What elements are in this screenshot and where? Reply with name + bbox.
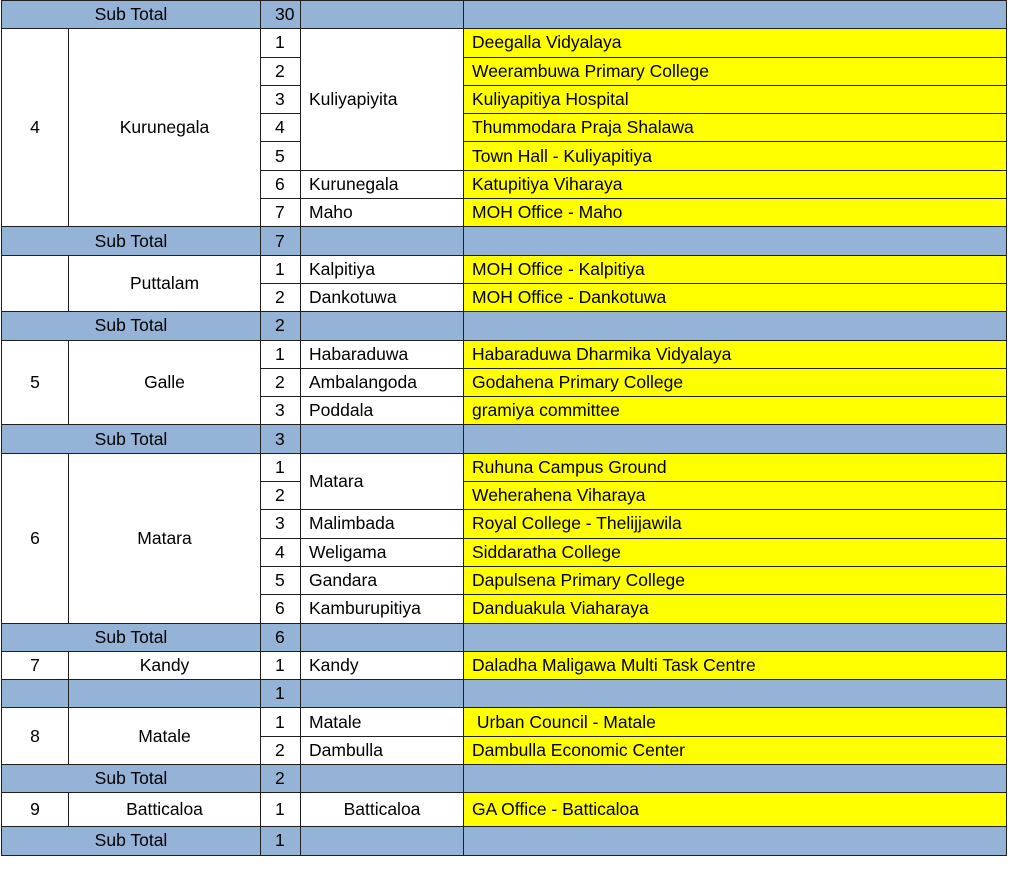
- division-name: Dankotuwa: [301, 283, 464, 311]
- venue-name: Weherahena Viharaya: [464, 482, 1007, 510]
- division-name: Kuliyapiyita: [301, 29, 464, 170]
- division-name: Ambalangoda: [301, 368, 464, 396]
- subtotal-label: [2, 680, 69, 708]
- venue-name: MOH Office - Maho: [464, 199, 1007, 227]
- subtotal-count: 1: [261, 827, 301, 855]
- division-name: Dambulla: [301, 736, 464, 764]
- district-number: 5: [2, 340, 69, 425]
- subtotal-row: [2, 425, 1007, 453]
- venue-name: Daladha Maligawa Multi Task Centre: [464, 651, 1007, 679]
- subtotal-count: 2: [261, 765, 301, 793]
- venue-name: Thummodara Praja Shalawa: [464, 114, 1007, 142]
- district-name: Puttalam: [69, 255, 261, 312]
- row-index: 3: [261, 510, 301, 538]
- subtotal-count: 30: [261, 1, 301, 29]
- district-name: Matara: [69, 453, 261, 623]
- subtotal-label: Sub Total: [2, 1, 261, 29]
- division-name: Kandy: [301, 651, 464, 679]
- district-name: Kandy: [69, 651, 261, 679]
- table-row: [2, 29, 1007, 57]
- table-row: [2, 651, 1007, 679]
- district-name: Matale: [69, 708, 261, 765]
- row-index: 4: [261, 114, 301, 142]
- subtotal-row: [2, 680, 1007, 708]
- division-name: Gandara: [301, 566, 464, 594]
- row-index: 1: [261, 340, 301, 368]
- row-index: 7: [261, 199, 301, 227]
- row-index: 1: [261, 708, 301, 736]
- venue-name: gramiya committee: [464, 397, 1007, 425]
- venue-name: Habaraduwa Dharmika Vidyalaya: [464, 340, 1007, 368]
- venue-name: GA Office - Batticaloa: [464, 793, 1007, 827]
- division-name: Maho: [301, 199, 464, 227]
- subtotal-label: Sub Total: [2, 827, 261, 855]
- venue-name: MOH Office - Kalpitiya: [464, 255, 1007, 283]
- district-number: 6: [2, 453, 69, 623]
- district-number: [2, 255, 69, 312]
- division-name: Matale: [301, 708, 464, 736]
- venue-name: Urban Council - Matale: [464, 708, 1007, 736]
- division-name: Habaraduwa: [301, 340, 464, 368]
- row-index: 2: [261, 482, 301, 510]
- row-index: 6: [261, 595, 301, 623]
- venue-name: Katupitiya Viharaya: [464, 170, 1007, 198]
- venue-name: Deegalla Vidyalaya: [464, 29, 1007, 57]
- subtotal-row: [2, 623, 1007, 651]
- district-number: 7: [2, 651, 69, 679]
- table-row: [2, 340, 1007, 368]
- subtotal-count: 3: [261, 425, 301, 453]
- district-name: Kurunegala: [69, 29, 261, 227]
- table-row: [2, 793, 1007, 827]
- division-name: Poddala: [301, 397, 464, 425]
- table-row: [2, 708, 1007, 736]
- district-number: 8: [2, 708, 69, 765]
- venue-table: [1, 0, 1007, 856]
- division-name: Kalpitiya: [301, 255, 464, 283]
- subtotal-label: Sub Total: [2, 425, 261, 453]
- district-name: Batticaloa: [69, 793, 261, 827]
- row-index: 3: [261, 397, 301, 425]
- subtotal-label: Sub Total: [2, 227, 261, 255]
- district-name: Galle: [69, 340, 261, 425]
- subtotal-label: Sub Total: [2, 765, 261, 793]
- subtotal-row: [2, 827, 1007, 855]
- row-index: 2: [261, 368, 301, 396]
- row-index: 1: [261, 255, 301, 283]
- row-index: 3: [261, 85, 301, 113]
- row-index: 1: [261, 651, 301, 679]
- venue-name: Weerambuwa Primary College: [464, 57, 1007, 85]
- venue-name: Dambulla Economic Center: [464, 736, 1007, 764]
- row-index: 2: [261, 57, 301, 85]
- division-name: Kamburupitiya: [301, 595, 464, 623]
- venue-name: Danduakula Viaharaya: [464, 595, 1007, 623]
- subtotal-label: Sub Total: [2, 312, 261, 340]
- venue-name: Dapulsena Primary College: [464, 566, 1007, 594]
- division-name: Weligama: [301, 538, 464, 566]
- division-name: Kurunegala: [301, 170, 464, 198]
- venue-name: Ruhuna Campus Ground: [464, 453, 1007, 481]
- division-name: Batticaloa: [301, 793, 464, 827]
- row-index: 1: [261, 793, 301, 827]
- row-index: 4: [261, 538, 301, 566]
- subtotal-row: [2, 765, 1007, 793]
- row-index: 1: [261, 453, 301, 481]
- row-index: 2: [261, 736, 301, 764]
- district-number: 9: [2, 793, 69, 827]
- row-index: 1: [261, 29, 301, 57]
- venue-name: Kuliyapitiya Hospital: [464, 85, 1007, 113]
- subtotal-count: 7: [261, 227, 301, 255]
- division-name: Matara: [301, 453, 464, 510]
- subtotal-row: [2, 1, 1007, 29]
- district-number: 4: [2, 29, 69, 227]
- subtotal-row: [2, 227, 1007, 255]
- row-index: 5: [261, 566, 301, 594]
- subtotal-row: [2, 312, 1007, 340]
- row-index: 6: [261, 170, 301, 198]
- row-index: 5: [261, 142, 301, 170]
- venue-name: Town Hall - Kuliyapitiya: [464, 142, 1007, 170]
- venue-name: Royal College - Thelijjawila: [464, 510, 1007, 538]
- venue-name: Godahena Primary College: [464, 368, 1007, 396]
- subtotal-count: 2: [261, 312, 301, 340]
- division-name: Malimbada: [301, 510, 464, 538]
- table-row: [2, 453, 1007, 481]
- subtotal-count: 1: [261, 680, 301, 708]
- subtotal-count: 6: [261, 623, 301, 651]
- subtotal-label: Sub Total: [2, 623, 261, 651]
- row-index: 2: [261, 283, 301, 311]
- venue-name: Siddaratha College: [464, 538, 1007, 566]
- table-row: [2, 255, 1007, 283]
- venue-name: MOH Office - Dankotuwa: [464, 283, 1007, 311]
